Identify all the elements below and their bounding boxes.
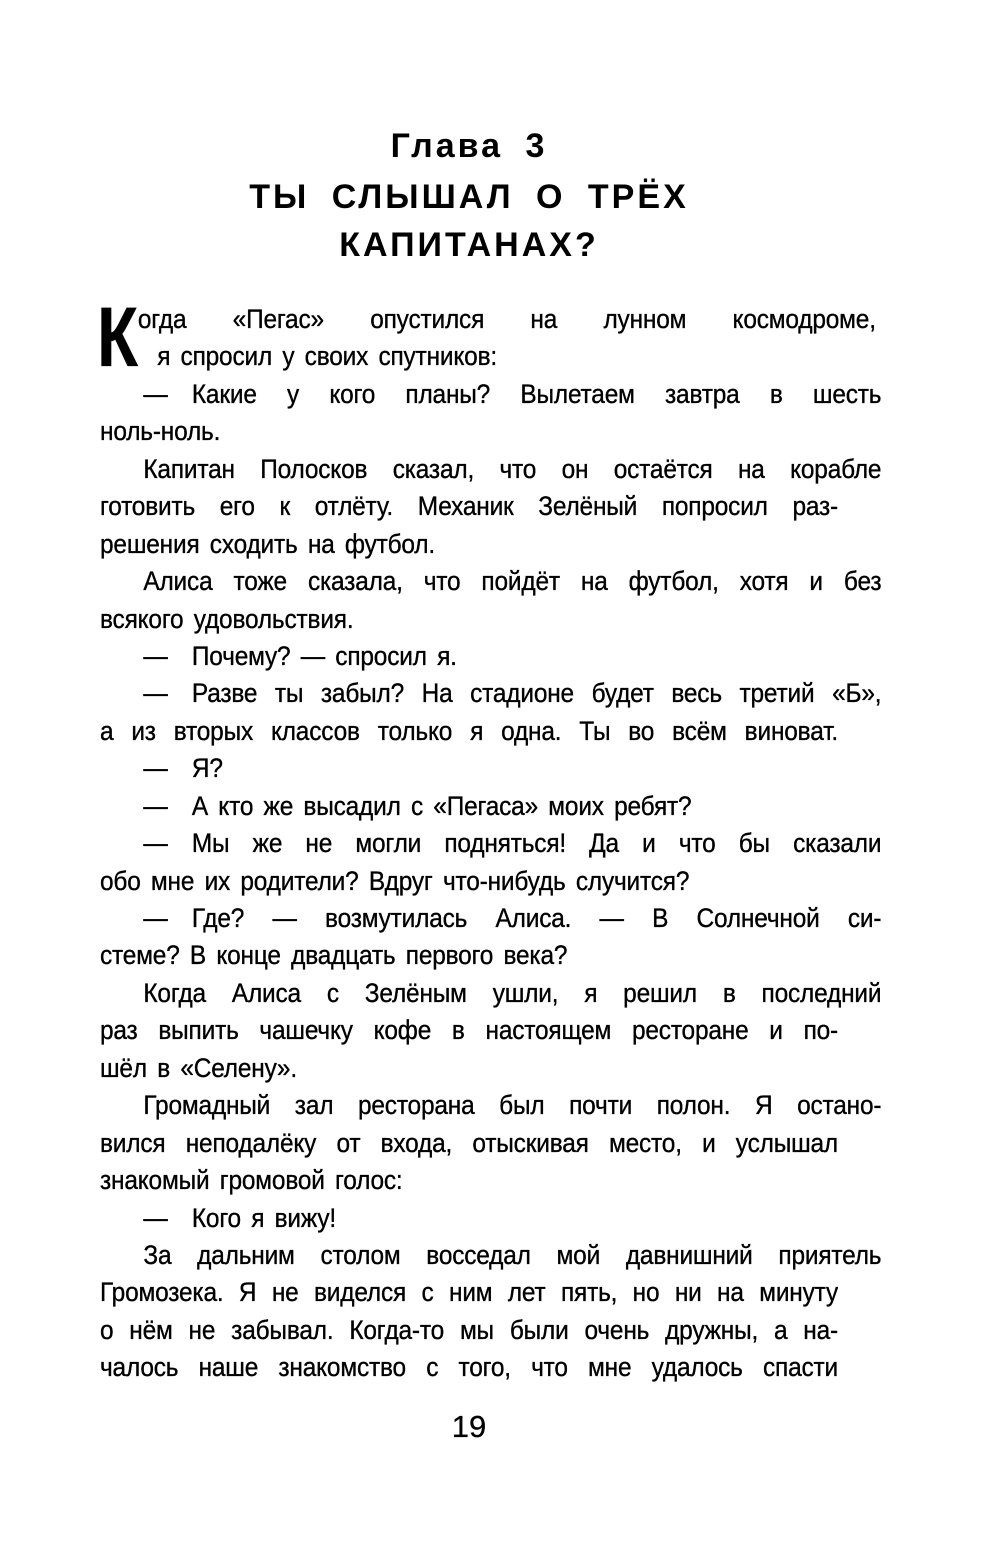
body-line: — Мы же не могли подняться! Да и что бы сказали bbox=[143, 828, 882, 859]
drop-cap: К bbox=[97, 290, 139, 384]
body-line: решения сходить на футбол. bbox=[100, 528, 435, 559]
body-line: ноль-ноль. bbox=[100, 416, 221, 447]
chapter-body bbox=[100, 301, 882, 1387]
body-line: — Где? — возмутилась Алиса. — В Солнечной си- bbox=[143, 903, 882, 933]
body-line: — Почему? — спросил я. bbox=[143, 640, 457, 671]
body-line: раз выпить чашечку кофе в настоящем ресторане и по- bbox=[100, 1015, 838, 1046]
body-line: За дальним столом восседал мой давнишний приятель bbox=[143, 1239, 882, 1270]
body-line: всякого удовольствия. bbox=[100, 603, 354, 634]
body-line: огда «Пегас» опустился на лунном космодроме, bbox=[137, 304, 876, 334]
body-line: Когда Алиса с Зелёным ушли, я решил в последний bbox=[143, 977, 882, 1008]
page-number: 19 bbox=[451, 1409, 487, 1444]
body-line: — Я? bbox=[143, 753, 223, 784]
body-line: знакомый громовой голос: bbox=[100, 1165, 403, 1196]
body-line: Капитан Полосков сказал, что он остаётся на корабле bbox=[143, 453, 882, 484]
chapter-heading bbox=[100, 122, 838, 269]
body-line: Алиса тоже сказала, что пойдёт на футбол, хотя и без bbox=[143, 566, 882, 597]
body-line: — Какие у кого планы? Вылетаем завтра в шесть bbox=[143, 378, 882, 409]
body-line: а из вторых классов только я одна. Ты во всём виноват. bbox=[100, 715, 838, 746]
body-line: — А кто же высадил с «Пегаса» моих ребят? bbox=[143, 790, 692, 821]
body-line: Громозека. Я не виделся с ним лет пять, но ни на минуту bbox=[100, 1277, 838, 1308]
body-line: вился неподалёку от входа, отыскивая место, и услышал bbox=[100, 1127, 838, 1158]
body-line: стеме? В конце двадцать первого века? bbox=[100, 940, 568, 971]
body-line: обо мне их родители? Вдруг что-нибудь случится? bbox=[100, 865, 690, 896]
body-line: — Разве ты забыл? На стадионе будет весь третий «Б», bbox=[143, 678, 882, 709]
body-line: чалось наше знакомство с того, что мне удалось спасти bbox=[100, 1352, 838, 1383]
chapter-number: Глава 3 bbox=[390, 127, 548, 165]
body-line: Громадный зал ресторана был почти полон. Я остано- bbox=[143, 1090, 882, 1121]
chapter-title-line-2: КАПИТАНАХ? bbox=[339, 226, 599, 264]
body-line: — Кого я вижу! bbox=[143, 1202, 336, 1233]
body-line: шёл в «Селену». bbox=[100, 1052, 297, 1083]
body-line: готовить его к отлёту. Механик Зелёный попросил раз- bbox=[100, 491, 838, 522]
chapter-title-line-1: ТЫ СЛЫШАЛ О ТРЁХ bbox=[249, 178, 689, 216]
body-line: я спросил у своих спутников: bbox=[157, 341, 498, 372]
body-line: о нём не забывал. Когда-то мы были очень дружны, а на- bbox=[100, 1314, 838, 1345]
